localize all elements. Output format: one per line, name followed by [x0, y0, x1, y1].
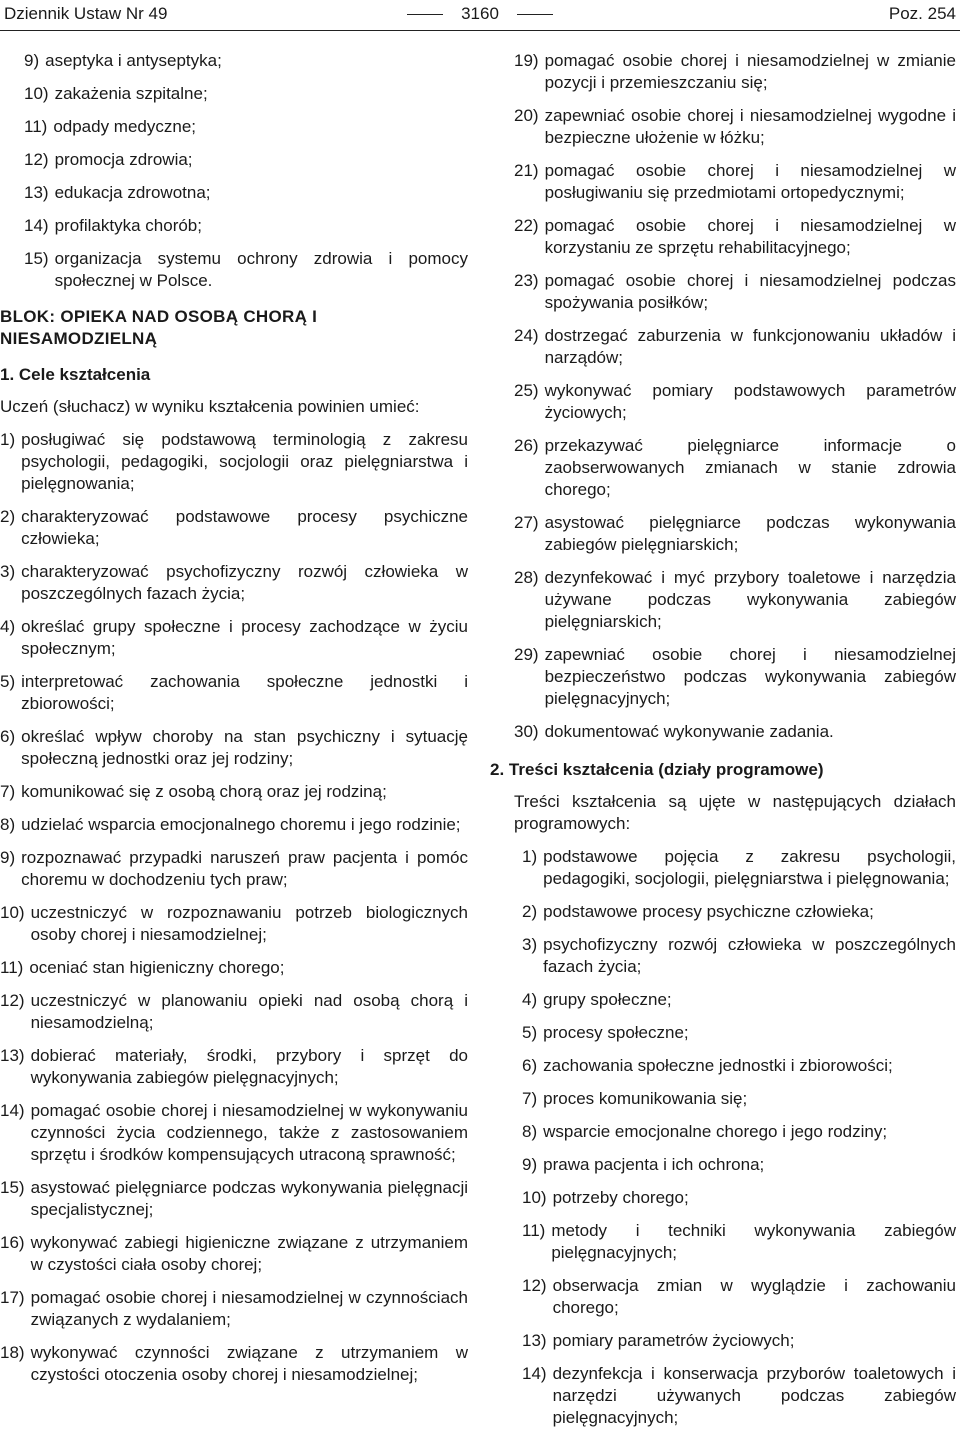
list-item-text: charakteryzować podstawowe procesy psychiczne człowieka; [21, 507, 468, 548]
list-item-number: 24) [514, 326, 539, 345]
list-item [0, 781, 468, 803]
list-item-text: podstawowe procesy psychiczne człowieka; [543, 902, 874, 921]
list-item-number: 12) [24, 150, 49, 169]
list-item-number: 3) [522, 935, 538, 954]
list-item-number: 22) [514, 216, 539, 235]
list-item-number: 2) [522, 902, 538, 921]
list-item [522, 1330, 956, 1352]
list-item-number: 12) [0, 991, 25, 1010]
list-item [522, 1088, 956, 1110]
list-item-number: 15) [24, 249, 49, 268]
list-item [490, 567, 956, 633]
list-item-number: 5) [0, 672, 16, 691]
list-item [0, 83, 468, 105]
list-item-text: aseptyka i antyseptyka; [45, 51, 222, 70]
list-item-text: przekazywać pielęgniarce informacje o zaobserwowanych zmianach w stanie zdrowia chorego; [544, 436, 956, 499]
goals-continued-list [490, 50, 956, 743]
list-item [490, 380, 956, 424]
list-item-text: pomiary parametrów życiowych; [552, 1331, 795, 1350]
list-item [522, 1363, 956, 1429]
list-item-number: 28) [514, 568, 539, 587]
list-item [0, 182, 468, 204]
contents-list [490, 846, 956, 1429]
list-item-text: określać grupy społeczne i procesy zachodzące w życiu społecznym; [21, 617, 468, 658]
list-item-text: określać wpływ choroby na stan psychiczny i sytuację społeczną jednostki oraz jej rodziny; [21, 727, 468, 768]
list-item [0, 990, 468, 1034]
list-item-text: zakażenia szpitalne; [54, 84, 208, 103]
list-item-number: 8) [522, 1122, 538, 1141]
list-item-text: potrzeby chorego; [552, 1188, 689, 1207]
list-item-text: promocja zdrowia; [54, 150, 193, 169]
page-header [0, 0, 960, 38]
list-item [490, 721, 956, 743]
list-item-number: 27) [514, 513, 539, 532]
list-item-text: pomagać osobie chorej i niesamodzielnej podczas spożywania posiłków; [544, 271, 956, 312]
list-item [0, 847, 468, 891]
list-item-number: 10) [24, 84, 49, 103]
list-item-text: rozpoznawać przypadki naruszeń praw pacjenta i pomóc choremu w dochodzeniu tych praw; [21, 848, 468, 889]
list-item-text: organizacja systemu ochrony zdrowia i pomocy społecznej w Polsce. [54, 249, 468, 290]
list-item [522, 901, 956, 923]
list-item [522, 1121, 956, 1143]
list-item-text: zapewniać osobie chorej i niesamodzielnej bezpieczeństwo podczas wykonywania zabiegów pielęgnacyjnych; [544, 645, 956, 708]
list-item-text: charakteryzować psychofizyczny rozwój człowieka w poszczególnych fazach życia; [21, 562, 468, 603]
list-item-text: asystować pielęgniarce podczas wykonywania zabiegów pielęgniarskich; [544, 513, 956, 554]
journal-title: Dziennik Ustaw Nr 49 [4, 4, 168, 23]
position-number: Poz. 254 [888, 4, 956, 23]
list-item-text: dezynfekować i myć przybory toaletowe i narzędzia używane podczas wykonywania zabiegów pielęgniarskich; [544, 568, 956, 631]
goals-list [0, 429, 468, 1386]
list-item-text: odpady medyczne; [53, 117, 197, 136]
list-item-number: 1) [522, 847, 538, 866]
list-item-number: 29) [514, 645, 539, 664]
list-item-text: grupy społeczne; [543, 990, 672, 1009]
list-item-number: 14) [0, 1101, 25, 1120]
list-item [0, 671, 468, 715]
list-item-text: dokumentować wykonywanie zadania. [544, 722, 834, 741]
list-item [0, 116, 468, 138]
list-item [490, 270, 956, 314]
list-item-number: 7) [0, 782, 16, 801]
list-item-number: 8) [0, 815, 16, 834]
section-intro-goals: Uczeń (słuchacz) w wyniku kształcenia powinien umieć: [0, 397, 420, 416]
list-item-text: metody i techniki wykonywania zabiegów pielęgnacyjnych; [551, 1221, 956, 1262]
list-item-text: wykonywać zabiegi higieniczne związane z utrzymaniem w czystości ciała osoby chorej; [30, 1233, 468, 1274]
list-item-number: 9) [0, 848, 16, 867]
list-item-number: 19) [514, 51, 539, 70]
list-item-number: 1) [0, 430, 16, 449]
list-item-text: dostrzegać zaburzenia w funkcjonowaniu układów i narządów; [544, 326, 956, 367]
list-item-number: 9) [522, 1155, 538, 1174]
list-item-number: 13) [522, 1331, 547, 1350]
list-item [522, 1055, 956, 1077]
list-item [0, 561, 468, 605]
list-item-text: oceniać stan higieniczny chorego; [29, 958, 285, 977]
list-item-text: psychofizyczny rozwój człowieka w poszczególnych fazach życia; [543, 935, 956, 976]
list-item-text: uczestniczyć w planowaniu opieki nad osobą chorą i niesamodzielną; [30, 991, 468, 1032]
list-item [522, 989, 956, 1011]
list-item [0, 429, 468, 495]
list-item-text: pomagać osobie chorej i niesamodzielnej w zmianie pozycji i przemieszczaniu się; [544, 51, 956, 92]
list-item-text: pomagać osobie chorej i niesamodzielnej w czynnościach związanych z wydalaniem; [30, 1288, 468, 1329]
list-item-text: edukacja zdrowotna; [54, 183, 211, 202]
list-item-text: dezynfekcja i konserwacja przyborów toaletowych i narzędzi używanych podczas zabiegów pielęgnacyjnych; [552, 1364, 956, 1427]
list-item [522, 846, 956, 890]
list-item-number: 10) [0, 903, 25, 922]
list-item [490, 105, 956, 149]
list-item-text: procesy społeczne; [543, 1023, 689, 1042]
list-item-number: 12) [522, 1276, 547, 1295]
list-item [490, 512, 956, 556]
list-item-text: zapewniać osobie chorej i niesamodzielnej wygodne i bezpieczne ułożenie w łóżku; [544, 106, 956, 147]
list-item-text: prawa pacjenta i ich ochrona; [543, 1155, 765, 1174]
list-item [0, 1232, 468, 1276]
list-item-number: 9) [24, 51, 40, 70]
right-column [490, 50, 956, 1440]
list-item-text: profilaktyka chorób; [54, 216, 202, 235]
list-item-number: 11) [0, 958, 24, 977]
list-item-number: 11) [522, 1221, 546, 1240]
list-item-number: 3) [0, 562, 16, 581]
page-number: 3160 [461, 4, 499, 23]
list-item-text: pomagać osobie chorej i niesamodzielnej w korzystaniu ze sprzętu rehabilitacyjnego; [544, 216, 956, 257]
list-item [0, 957, 468, 979]
list-item-text: podstawowe pojęcia z zakresu psychologii, pedagogiki, socjologii, pielęgniarstwa i pielęgnowania; [543, 847, 956, 888]
list-item-number: 4) [0, 617, 16, 636]
list-item-number: 6) [0, 727, 16, 746]
list-item [0, 1100, 468, 1166]
list-item-number: 18) [0, 1343, 25, 1362]
list-item [490, 644, 956, 710]
list-item-number: 11) [24, 117, 48, 136]
list-item-number: 26) [514, 436, 539, 455]
list-item [0, 1177, 468, 1221]
list-item [522, 1220, 956, 1264]
page-number-block [0, 4, 960, 24]
list-item-number: 16) [0, 1233, 25, 1252]
list-item-number: 13) [24, 183, 49, 202]
list-item-number: 5) [522, 1023, 538, 1042]
list-item [522, 934, 956, 978]
dash-left [407, 14, 443, 15]
list-item [0, 726, 468, 770]
list-item [0, 1287, 468, 1331]
list-item-text: wsparcie emocjonalne chorego i jego rodziny; [543, 1122, 888, 1141]
list-item-text: uczestniczyć w rozpoznawaniu potrzeb biologicznych osoby chorej i niesamodzielnej; [30, 903, 468, 944]
list-item-number: 15) [0, 1178, 25, 1197]
list-item [0, 248, 468, 292]
list-item-text: pomagać osobie chorej i niesamodzielnej w wykonywaniu czynności życia codziennego, także z zastosowaniem sprzętu i środków kompensujących utraconą sprawność; [30, 1101, 468, 1164]
list-item-text: wykonywać pomiary podstawowych parametrów życiowych; [544, 381, 956, 422]
block-heading: BLOK: OPIEKA NAD OSOBĄ CHORĄ I NIESAMODZIELNĄ [0, 307, 318, 348]
list-item-number: 17) [0, 1288, 25, 1307]
left-column [0, 50, 468, 1397]
list-item [0, 50, 468, 72]
list-item-number: 14) [24, 216, 49, 235]
list-item-number: 14) [522, 1364, 547, 1383]
list-item-number: 2) [0, 507, 16, 526]
list-item-text: posługiwać się podstawową terminologią z zakresu psychologii, pedagogiki, socjologii oraz pielęgniarstwa i pielęgnowania; [21, 430, 468, 493]
list-item [522, 1022, 956, 1044]
list-item-number: 20) [514, 106, 539, 125]
intro-list [0, 50, 468, 292]
list-item [0, 1342, 468, 1386]
list-item-text: interpretować zachowania społeczne jednostki i zbiorowości; [21, 672, 468, 713]
list-item [490, 160, 956, 204]
list-item-number: 4) [522, 990, 538, 1009]
list-item-number: 13) [0, 1046, 25, 1065]
list-item-text: dobierać materiały, środki, przybory i sprzęt do wykonywania zabiegów pielęgnacyjnych; [30, 1046, 468, 1087]
list-item [522, 1187, 956, 1209]
list-item [0, 506, 468, 550]
list-item [490, 50, 956, 94]
list-item-number: 23) [514, 271, 539, 290]
list-item [490, 325, 956, 369]
list-item [0, 814, 468, 836]
section-heading-contents: 2. Treści kształcenia (działy programowe) [490, 760, 824, 779]
list-item-text: wykonywać czynności związane z utrzymaniem w czystości otoczenia osoby chorej i niesamodzielnej; [30, 1343, 468, 1384]
list-item-number: 25) [514, 381, 539, 400]
list-item-text: komunikować się z osobą chorą oraz jej rodziną; [21, 782, 387, 801]
list-item [0, 1045, 468, 1089]
list-item-text: pomagać osobie chorej i niesamodzielnej w posługiwaniu się przedmiotami ortopedycznymi; [544, 161, 956, 202]
list-item-number: 7) [522, 1089, 538, 1108]
list-item [0, 902, 468, 946]
header-rule [0, 30, 960, 31]
list-item-text: zachowania społeczne jednostki i zbiorowości; [543, 1056, 893, 1075]
list-item-text: asystować pielęgniarce podczas wykonywania pielęgnacji specjalistycznej; [30, 1178, 468, 1219]
list-item-text: proces komunikowania się; [543, 1089, 748, 1108]
section-intro-contents: Treści kształcenia są ujęte w następujących działach programowych: [514, 792, 956, 833]
dash-right [517, 14, 553, 15]
list-item [490, 215, 956, 259]
list-item [522, 1275, 956, 1319]
list-item [0, 215, 468, 237]
list-item-text: obserwacja zmian w wyglądzie i zachowaniu chorego; [552, 1276, 956, 1317]
section-heading-goals: 1. Cele kształcenia [0, 365, 151, 384]
list-item-number: 21) [514, 161, 539, 180]
list-item [522, 1154, 956, 1176]
list-item [0, 149, 468, 171]
list-item [0, 616, 468, 660]
list-item-text: udzielać wsparcia emocjonalnego choremu i jego rodzinie; [21, 815, 461, 834]
list-item-number: 30) [514, 722, 539, 741]
list-item-number: 6) [522, 1056, 538, 1075]
list-item-number: 10) [522, 1188, 547, 1207]
list-item [490, 435, 956, 501]
